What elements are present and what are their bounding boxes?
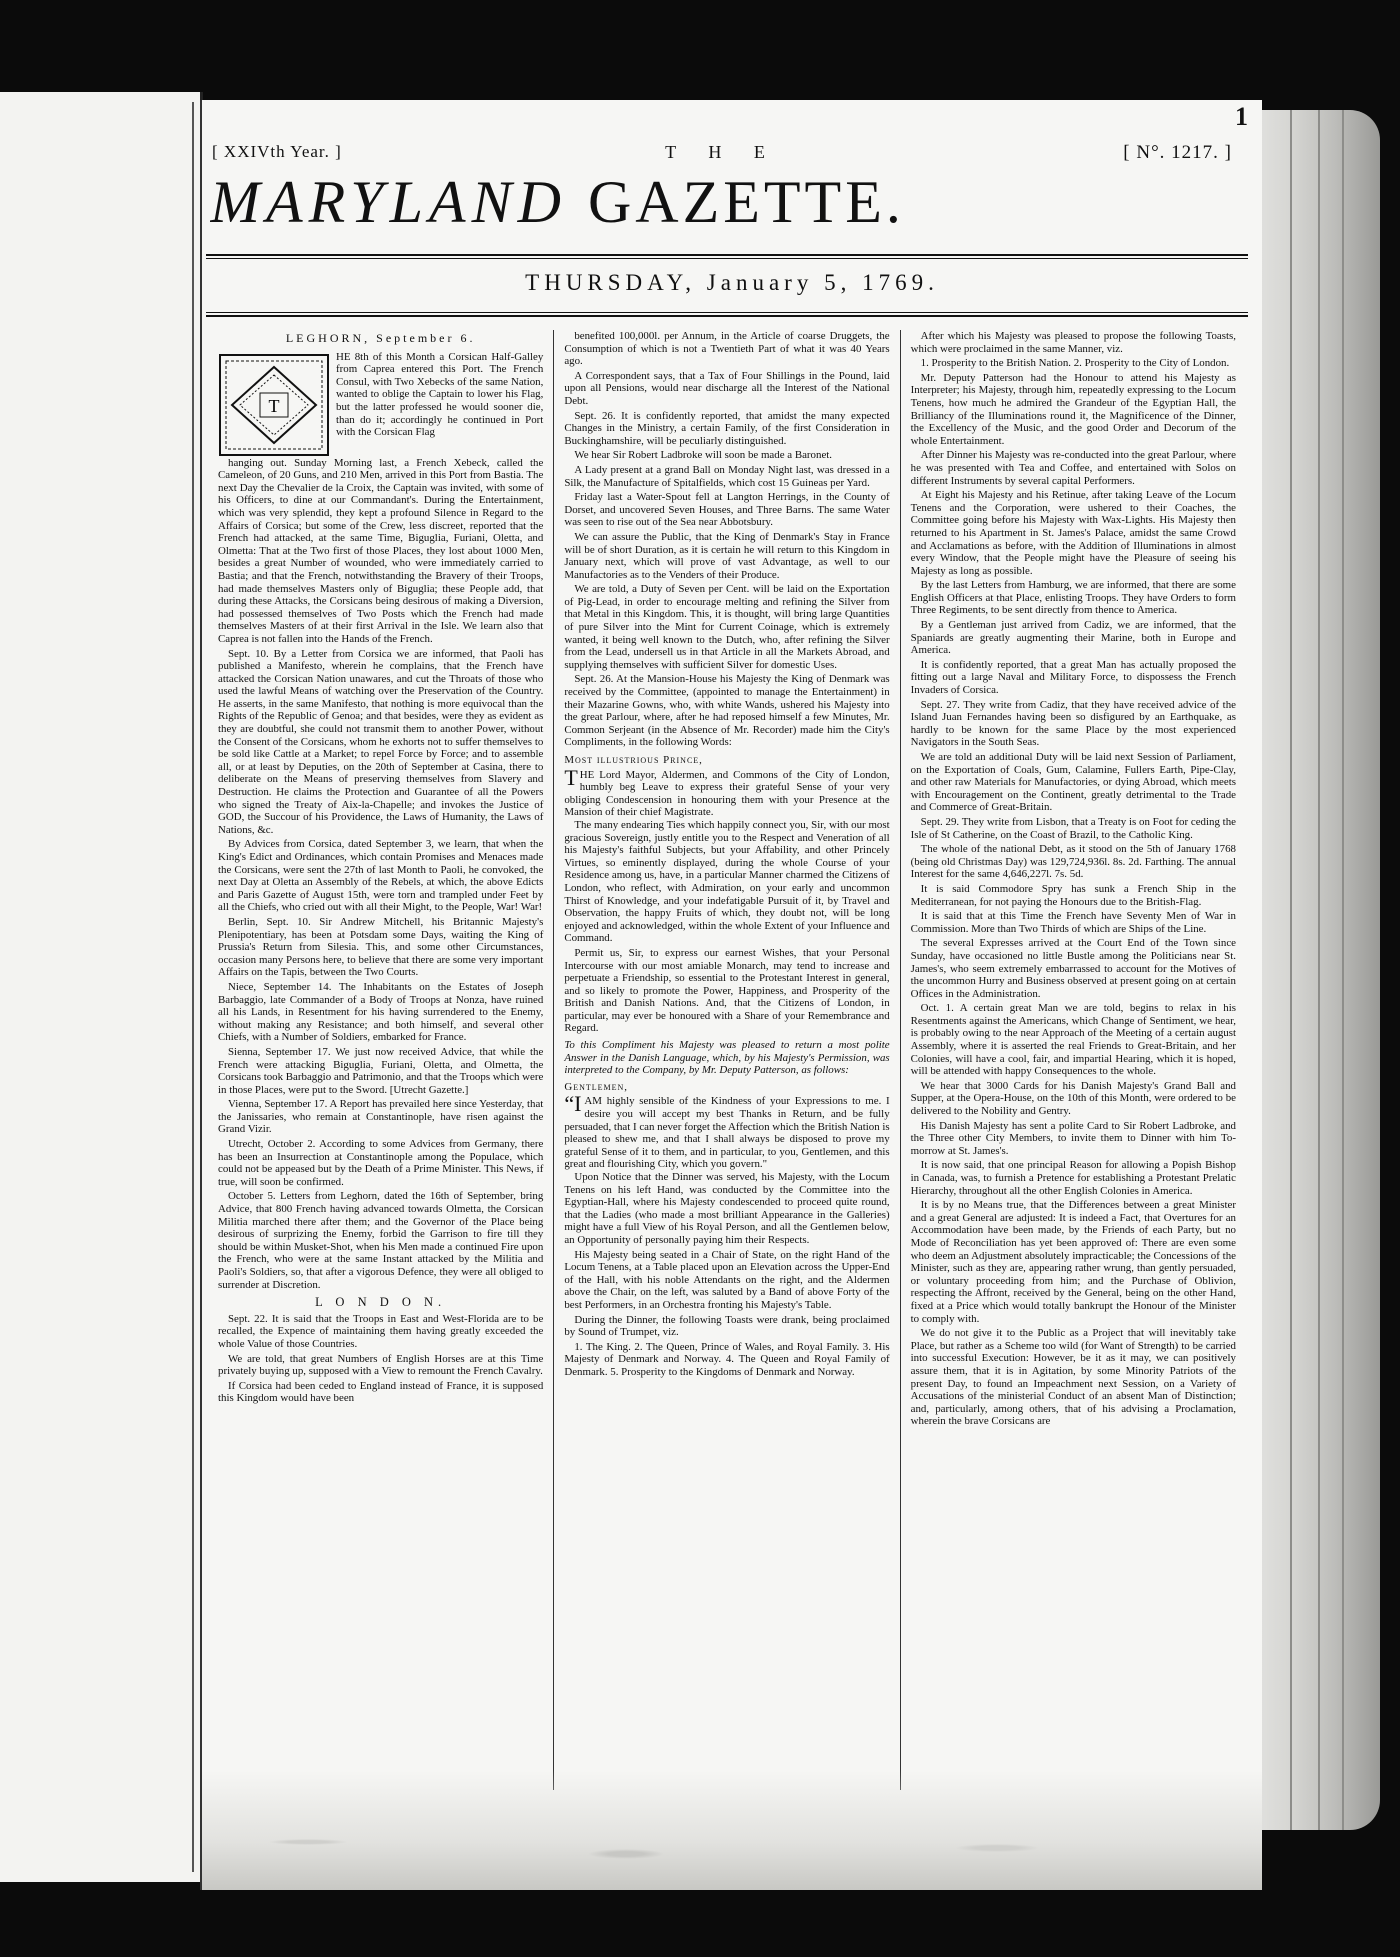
column-3 (901, 330, 1246, 1790)
page-stack-line (1290, 110, 1292, 1830)
article-paragraph: Permit us, Sir, to express our earnest Wishes, that your Personal Intercourse with our most amiable Monarch, may tend to increase and perpetuate a Friendship, so essential to the Protestant Interest in general, and so likely to promote the Power, Happiness, and Prosperity of the British and Danish Nations. And, that the Citizens of London, in particular, may ever be honoured with a Share of your Remembrance and Regard. (564, 946, 890, 1035)
title-part-2: GAZETTE. (587, 169, 905, 235)
address-lead (564, 764, 890, 819)
article-paragraph: Niece, September 14. The Inhabitants on the Estates of Joseph Barbaggio, late Commander of a Body of Troops at Nonza, have ruined all his Lands, in Resentment for his having surrendered to the Enemy, without making any Resistance; and both himself, and several other Chiefs, with a Number of Soldiers, embarked for France. (218, 980, 544, 1044)
article-paragraph: We are told an additional Duty will be laid next Session of Parliament, on the Exportation of Coals, Gum, Calamine, Fullers Earth, Pipe-Clay, and other raw Materials for Manufactories, or dying Abroad, which meets with Encouragement on the Continent, greatly detrimental to the Trade and Commerce of Great-Britain. (910, 751, 1236, 814)
masthead-rule (206, 254, 1248, 256)
article-paragraph: Sept. 27. They write from Cadiz, that they have received advice of the Island Juan Fernandes having been so disfigured by an Earthquake, as hardly to be known for the same Place by the most experienced Navigators in the South Seas. (910, 698, 1236, 749)
page-number: 1 (1235, 102, 1248, 131)
article-paragraph: During the Dinner, the following Toasts were drank, being proclaimed by Sound of Trumpet, viz. (564, 1313, 890, 1339)
article-paragraph: His Majesty being seated in a Chair of State, on the right Hand of the Locum Tenens, at a Table placed upon an Elevation across the Upper-End of the Hall, with his noble Attendants on the right, and the Aldermen above the Chair, on the left, was saluted by a Band of above Forty of the best Performers, in an Orchestra fronting his Majesty's Table. (564, 1248, 890, 1311)
article-paragraph: Sept. 29. They write from Lisbon, that a Treaty is on Foot for ceding the Isle of St Catherine, on the Coast of Brazil, to the Catholic King. (910, 815, 1236, 841)
article-paragraph: 1. The King. 2. The Queen, Prince of Wales, and Royal Family. 3. His Majesty of Denmark and Norway. 4. The Queen and Royal Family of Denmark. 5. Prosperity to the Kingdoms of Denmark and Norway. (564, 1340, 890, 1378)
article-paragraph: A Correspondent says, that a Tax of Four Shillings in the Pound, laid upon all Pensions, would near discharge all the Interest of the National Debt. (564, 369, 890, 407)
the-label: T H E (665, 142, 779, 162)
year-label: [ XXIVth Year. ] (212, 142, 342, 161)
article-paragraph: After Dinner his Majesty was re-conducted into the great Parlour, where he was presented with Tea and Coffee, and entertained with Solos on different Instruments by several capital Performers. (910, 449, 1236, 487)
reply-salutation: Gentlemen, (564, 1080, 629, 1093)
section-head-london: L O N D O N. (315, 1295, 447, 1310)
lead-text: HE 8th of this Month a Corsican Half-Galley from Caprea entered this Port. The French Consul, with Two Xebecks of the same Nation, wanted to oblige the Captain to lower his Flag, but the latter professed he would sooner die, than do it; accordingly he continued in Port with the Corsican Flag (336, 350, 544, 439)
column-2 (554, 330, 900, 1790)
article-paragraph: It is now said, that one principal Reason for allowing a Popish Bishop in Canada, was, to furnish a Pretence for establishing a Protestant Prelatic Hierarchy, throughout all the other English Colonies in America. (910, 1159, 1236, 1197)
reply-lead-text: AM highly sensible of the Kindness of your Expressions to me. I desire you will accept my best Thanks in Return, and be fully persuaded, that I can never forget the Affection which the British Nation is pleased to shew me, and that I shall always be disposed to prove my grateful Sense of it to them, and in particular, to you, Gentlemen, and this great and flourishing City, which you govern." (564, 1095, 890, 1171)
article-paragraph: 1. Prosperity to the British Nation. 2. Prosperity to the City of London. (920, 357, 1230, 370)
article-paragraph: We hear Sir Robert Ladbroke will soon be made a Baronet. (574, 449, 833, 462)
article-paragraph: By Advices from Corsica, dated September 3, we learn, that when the King's Edict and Ordinances, which contain Promises and Menaces made the Corsicans, were sent the 27th of last Month to Paoli, he convoked, the next Day at Oletta an Assembly of the Rebels, at which, the above Edicts and Paris Gazette of August 15th, were torn and trampled under Feet by all the Chiefs, who cried out with all their Might, to the People, War! War! (218, 838, 544, 914)
article-paragraph: Utrecht, October 2. According to some Advices from Germany, there has been an Insurrection at Constantinople among the Populace, which could not be appeased but by the Death of a Prime Minister. This News, if true, will soon be confirmed. (218, 1138, 544, 1188)
title-part-1: MARYLAND (210, 169, 567, 235)
drop-cap: T (564, 764, 578, 790)
ornamental-initial (218, 353, 330, 457)
article-paragraph: Vienna, September 17. A Report has prevailed here since Yesterday, that the Janissaries, who remain at Constantinople, have risen against the Grand Vizir. (218, 1098, 544, 1136)
article-paragraph: At Eight his Majesty and his Retinue, after taking Leave of the Locum Tenens and the Corporation, were ushered to their Coaches, the Committee going before his Majesty with Wax-Lights. His Majesty then returned to his Apartment in St. James's Palace, amidst the same Crowd and Acclamations as before, with the Addition of Illuminations in almost every Window, that the People might have the Pleasure of seeing his Majesty as long as possible. (910, 489, 1236, 577)
article-paragraph: hanging out. Sunday Morning last, a French Xebeck, called the Cameleon, of 20 Guns, and 210 Men, arrived in this Port from Bastia. The next Day the Chevalier de la Croix, the Captain was invited, with some of his Officers, to dine at our Commandant's. During the Entertainment, which was very splendid, they kept a profound Silence in Regard to the Affairs of Corsica; but some of the Crew, less discreet, reported that the French had attacked, at the same Time, Biguglia, Furiani, Oletta, and Olmetta: That at the Two first of those Places, they lost about 1000 Men, besides a great Number of wounded, who were immediately carried to Bastia; and that the French, notwithstanding the Bravery of their Troops, had made themselves Masters only of Biguglia; these People add, that during these Attacks, the Corsicans being desirous of making a Diversion, had possessed themselves of Two Posts which the French had made themselves Masters of at their first Arrival in the Isle. We learn also that Caprea is not fallen into the Hands of the French. (218, 456, 544, 645)
address-lead-text: HE Lord Mayor, Aldermen, and Commons of the City of London, humbly beg Leave to express their grateful Sense of your very obliging Condescension in honouring them with your Presence at the Mansion of their chief Magistrate. (564, 768, 890, 819)
page-stack-line (1342, 110, 1344, 1830)
article-paragraph: benefited 100,000l. per Annum, in the Article of coarse Druggets, the Consumption of which is not a Twentieth Part of what it was 40 Years ago. (564, 330, 890, 368)
article-paragraph: It is confidently reported, that a great Man has actually proposed the fitting out a large Naval and Military Force, to dispossess the French Invaders of Corsica. (910, 658, 1236, 697)
article-paragraph: We are told, a Duty of Seven per Cent. will be laid on the Exportation of Pig-Lead, in order to encourage melting and refining the Silver from that Metal in this Kingdom. This, it is thought, will bring large Quantities of pure Silver into the Mint for Current Coinage, which is extremely wanted, it being well known to the Dutch, who, after refining the Silver from the Lead, undersell us in that Article in all the Markets Abroad, and supplying themselves with sufficient Silver for domestic Uses. (564, 583, 890, 671)
article-paragraph: We hear that 3000 Cards for his Danish Majesty's Grand Ball and Supper, at the Opera-House, on the 10th of this Month, were ordered to be delivered to the Nobility and Gentry. (910, 1079, 1236, 1118)
reply-lead (564, 1091, 890, 1171)
article-paragraph: By a Gentleman just arrived from Cadiz, we are informed, that the Spaniards are greatly augmenting their Marine, both in Europe and America. (910, 619, 1236, 657)
dateline-leghorn: LEGHORN, September 6. (285, 331, 476, 345)
lead-paragraph (218, 351, 543, 457)
newspaper-page (200, 100, 1262, 1890)
article-paragraph: Mr. Deputy Patterson had the Honour to attend his Majesty as Interpreter; his Majesty, through him, repeatedly expressing to the Locum Tenens, how much he admired the Grandeur of the Egyptian Hall, the Brilliancy of the Illuminations round it, the Magnificence of the Dinner, the Excellency of the Music, and the good Order and Decorum of the whole Entertainment. (910, 371, 1236, 447)
article-paragraph: The many endearing Ties which happily connect you, Sir, with our most gracious Sovereign, justly entitle you to the Respect and Veneration of all his Majesty's faithful Subjects, but your Affability, and other Princely Virtues, so eminently displayed, during the whole Course of your Residence among us, have, in a particular Manner charmed the Citizens of London, who reflect, with Admiration, on your early and uncommon Thirst of Knowledge, and your indefatigable Pursuit of it, by Travel and Observation, the happy Fruits of which, they doubt not, will be long enjoyed and acknowledged, within the whole Extent of your Influence and Command. (564, 818, 890, 945)
article-paragraph: Sept. 26. It is confidently reported, that amidst the many expected Changes in the Ministry, a certain Family, of the first Consideration in Buckinghamshire, will be peculiarly distinguished. (564, 409, 890, 447)
article-paragraph: If Corsica had been ceded to England instead of France, it is supposed this Kingdom would have been (218, 1379, 544, 1405)
ornament-frame-icon (218, 353, 330, 457)
date-rule (206, 312, 1248, 313)
article-paragraph: Oct. 1. A certain great Man we are told, begins to relax in his Resentments against the Americans, which Change of Sentiment, we hear, is probably owing to the near Approach of the Meeting of a certain august Assembly, where it is asserted the real Friends to Great-Britain, and her Colonies, will have a cool, fair, and impartial Hearing, which it is hoped, will be attended with happy Consequences to the whole. (910, 1002, 1236, 1078)
page-bottom-damage (202, 1770, 1262, 1890)
reply-note: To this Compliment his Majesty was pleased to return a most polite Answer in the Danish Language, which, by his Majesty's Permission, was interpreted to the Company, by Mr. Deputy Patterson, as follows: (564, 1039, 890, 1077)
issue-number: [ N°. 1217. ] (1123, 142, 1232, 163)
drop-cap: “I (564, 1091, 582, 1117)
address-heading: Most illustrious Prince, (564, 754, 703, 766)
article-paragraph: Sienna, September 17. We just now received Advice, that while the French were attacking Biguglia, Furiani, Oletta, and Olmetta, the Corsicans took Barbaggio and Patrimonio, and that the Troops which were in those Places, were put to the Sword. [Utrecht Gazette.] (218, 1045, 544, 1096)
article-paragraph: Friday last a Water-Spout fell at Langton Herrings, in the County of Dorset, and uncovered Seven Houses, and Three Barns. The same Water was seen to rise out of the Sea near Abbotsbury. (564, 491, 890, 529)
article-paragraph: A Lady present at a grand Ball on Monday Night last, was dressed in a Silk, the Manufacture of Spitalfields, which cost 15 Guineas per Yard. (564, 463, 890, 489)
article-paragraph: We are told, that great Numbers of English Horses are at this Time privately buying up, supposed with a View to remount the French Cavalry. (218, 1352, 544, 1378)
article-paragraph: We can assure the Public, that the King of Denmark's Stay in France will be of short Duration, as it is certain he will return to this Kingdom in January next, which will prove of vast Advantage, as well to our Manufactories as to the Venders of their Produce. (564, 530, 890, 581)
article-paragraph: It is said Commodore Spry has sunk a French Ship in the Mediterranean, for not paying the Honours due to the British-Flag. (910, 882, 1236, 908)
article-paragraph: It is said that at this Time the French have Seventy Men of War in Commission. More than Two Thirds of which are Ships of the Line. (910, 910, 1236, 935)
article-paragraph: By the last Letters from Hamburg, we are informed, that there are some English Officers at that Place, enlisting Troops. They have Orders to form Three Regiments, to be sent directly from thence to America. (910, 579, 1236, 617)
article-paragraph: Sept. 22. It is said that the Troops in East and West-Florida are to be recalled, the Expence of maintaining them having greatly exceeded the whole Value of those Countries. (218, 1312, 544, 1350)
column-1 (208, 330, 554, 1790)
article-paragraph: Berlin, Sept. 10. Sir Andrew Mitchell, his Britannic Majesty's Plenipotentiary, has been at Potsdam some Days, waiting the King of Prussia's Return from Silesia. This, and some other Circumstances, occasion many Persons here, to believe that there are some very important Affairs on the Tapis, between the Two Courts. (218, 915, 544, 979)
left-page-edge (0, 92, 203, 1882)
article-paragraph: His Danish Majesty has sent a polite Card to Sir Robert Ladbroke, and the Three other City Members, to invite them to Dinner with him To-morrow at St. James's. (910, 1119, 1236, 1157)
article-paragraph: After which his Majesty was pleased to propose the following Toasts, which were proclaimed in the same Manner, viz. (910, 330, 1236, 355)
date-rule (206, 315, 1248, 317)
ornament-letter: T (268, 395, 280, 416)
left-page-rule (192, 102, 194, 1872)
article-columns (208, 330, 1246, 1790)
article-paragraph: Upon Notice that the Dinner was served, his Majesty, with the Locum Tenens on his left Hand, was conducted by the Committee into the Egyptian-Hall, where his Majesty condescended to proceed quite round, that the Ladies (who made a most brilliant Appearance in the Galleries) might have a full View of his Royal Person, and all the Gentlemen below, an Opportunity of personally paying him their Respects. (564, 1171, 890, 1246)
article-paragraph: Sept. 10. By a Letter from Corsica we are informed, that Paoli has published a Manifesto, wherein he complains, that the French have attacked the Corsican Nation unawares, and cut the Throats of those who used the lawful Means of watching over the Preservation of the Country. He asserts, in the same Manifesto, that nothing is more equivocal than the Rights of the Republic of Genoa; and that besides, were they as evident as they are doubtful, she could not transmit them to another Power, without the Consent of the Corsicans, whom he exhorts not to suffer themselves to be sold like Cattle at a Market; to repel Force by Force; and to assemble all, or at least by Deputies, on the 20th of September at Casina, there to deliberate on the Means of preserving themselves from Slavery and Destruction. He claims the Protection and Guarantee of all the Powers who signed the Treaty of Aix-la-Chapelle; and invokes the Justice of GOD, the Succour of his Providence, the Laws of Humanity, the Laws of Nations, &c. (218, 647, 544, 836)
issue-date: THURSDAY, January 5, 1769. (525, 270, 939, 295)
article-paragraph: It is by no Means true, that the Differences between a great Minister and a great General are adjusted: It is indeed a Fact, that Overtures for an Accommodation have been made, by the Friends of each Party, but no Mode of Reconciliation has yet been approved of: There are even some who deem an Adjustment absolutely impracticable; the Concessions of the Minister, such as they are, appearing rather wrung, than gently persuaded, or voluntary proceeding from him; and the Purchase of Oblivion, respecting the Affront, received by the General, being on the other Hand, fixed at a Price which would totally bankrupt the Honour of the Minister to comply with. (910, 1199, 1236, 1325)
article-paragraph: Sept. 26. At the Mansion-House his Majesty the King of Denmark was received by the Committee, (appointed to manage the Entertainment) in their Mazarine Gowns, who, with white Wands, ushered his Majesty into the great Parlour, where, after he had reposed himself a few Minutes, Mr. Common Serjeant (in the Absence of Mr. Recorder) made him the City's Compliments, in the following Words: (564, 673, 890, 749)
page-stack-line (1318, 110, 1320, 1830)
article-paragraph: October 5. Letters from Leghorn, dated the 16th of September, bring Advice, that 800 French having advanced towards Olmetta, the Corsican Militia marched there after them; and the Governor of the Place being desirous of surprizing the Enemy, forbid the Garrison to fire till they should be within Musket-Shot, when his Men made a continued Fire upon the French, who were at the same Instant attacked by the Militia and Paoli's Soldiers, so, that after a vigorous Defence, they were all obliged to surrender at Discretion. (218, 1190, 544, 1291)
newspaper-title (210, 168, 1240, 258)
article-paragraph: The several Expresses arrived at the Court End of the Town since Sunday, have occasioned no little Bustle among the Politicians near St. James's, who seem extremely embarrassed to account for the Motives of the uncommon Hurry and Business observed at present going on at certain Offices in the Administration. (910, 937, 1236, 1000)
masthead-rule (206, 258, 1248, 259)
article-paragraph: The whole of the national Debt, as it stood on the 5th of January 1768 (being old Christmas Day) was 129,724,936l. 8s. 2d. Farthing. The annual Interest for the same 4,646,227l. 7s. 5d. (910, 843, 1236, 881)
article-paragraph: We do not give it to the Public as a Project that will inevitably take Place, but rather as a Scheme too wild (for Want of Strength) to be carried into successful Execution: However, be it as it may, we can positively assure them, that it is in Agitation, by some Minority Patriots of the present Day, to found an Impeachment next Session, on a Variety of Accusations of the ministerial Conduct of an absent Man of Distinction; and, particularly, among others, that of his advising a Proclamation, wherein the brave Corsicans are (910, 1327, 1236, 1428)
